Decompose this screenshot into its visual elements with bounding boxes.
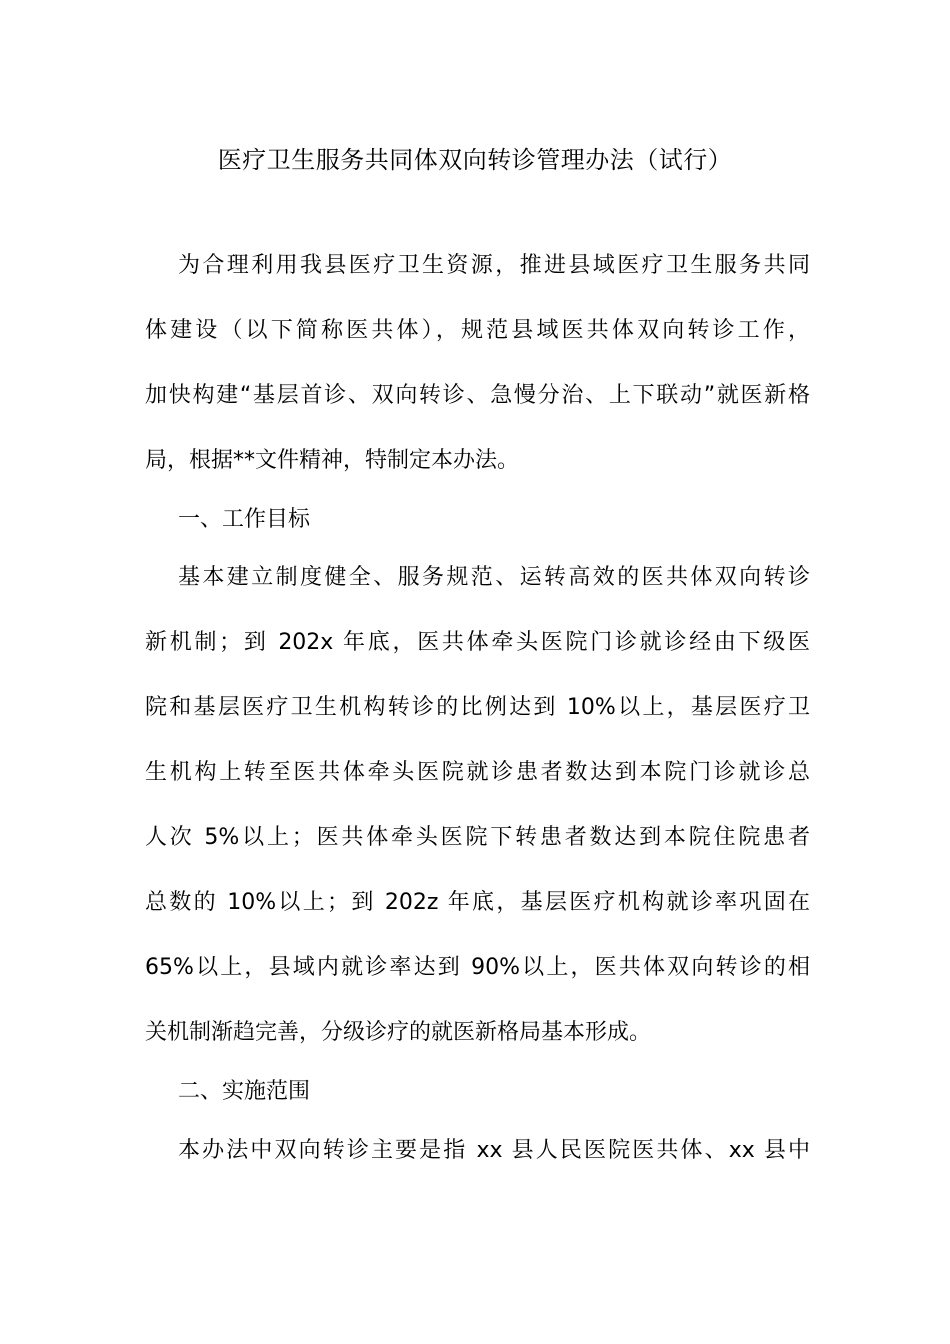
goals-line-1: 基本建立制度健全、服务规范、运转高效的医共体双向转诊 <box>178 565 810 590</box>
goals-line-2: 新机制；到 202x 年底，医共体牵头医院门诊就诊经由下级医 <box>145 630 810 655</box>
document-title: 医疗卫生服务共同体双向转诊管理办法（试行） <box>217 146 733 174</box>
section-heading-goals: 一、工作目标 <box>178 507 311 532</box>
intro-line-3: 加快构建“基层首诊、双向转诊、急慢分治、上下联动”就医新格 <box>145 383 810 408</box>
goals-line-4: 生机构上转至医共体牵头医院就诊患者数达到本院门诊就诊总 <box>145 760 810 785</box>
goals-line-5: 人次 5%以上；医共体牵头医院下转患者数达到本院住院患者 <box>145 825 810 850</box>
intro-line-2: 体建设（以下简称医共体），规范县域医共体双向转诊工作， <box>145 318 810 343</box>
section-heading-scope: 二、实施范围 <box>178 1079 311 1104</box>
goals-line-7: 65%以上，县域内就诊率达到 90%以上，医共体双向转诊的相 <box>145 955 810 980</box>
goals-line-3: 院和基层医疗卫生机构转诊的比例达到 10%以上，基层医疗卫 <box>145 695 810 720</box>
goals-line-8: 关机制渐趋完善，分级诊疗的就医新格局基本形成。 <box>145 1020 652 1045</box>
intro-line-1: 为合理利用我县医疗卫生资源，推进县域医疗卫生服务共同 <box>178 253 810 278</box>
goals-line-6: 总数的 10%以上；到 202z 年底，基层医疗机构就诊率巩固在 <box>145 890 810 915</box>
intro-line-4: 局，根据**文件精神，特制定本办法。 <box>145 448 520 473</box>
scope-line-1: 本办法中双向转诊主要是指 xx 县人民医院医共体、xx 县中 <box>178 1138 810 1163</box>
